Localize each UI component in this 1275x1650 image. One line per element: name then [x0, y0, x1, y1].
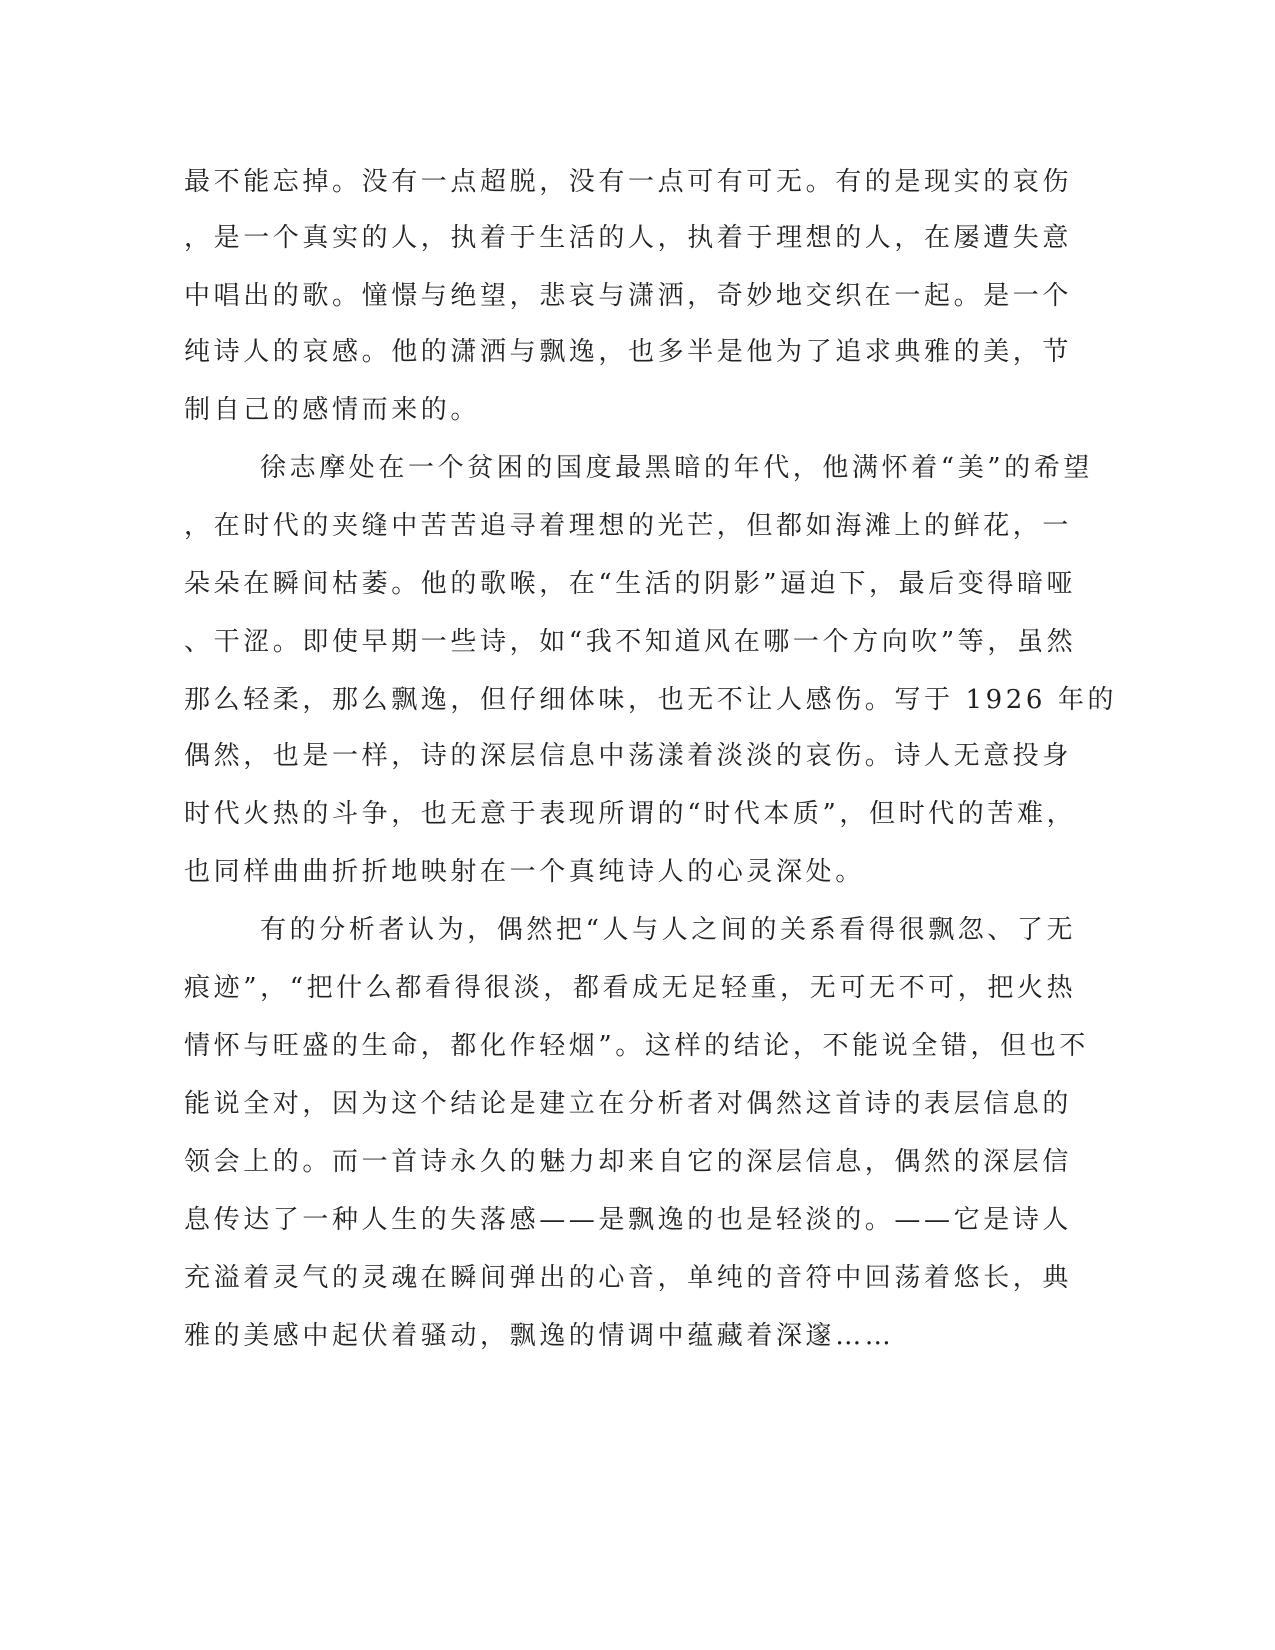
text-line: 中唱出的歌。憧憬与绝望，悲哀与潇洒，奇妙地交织在一起。是一个 [184, 281, 1073, 311]
text-line: 息传达了一种人生的失落感——是飘逸的也是轻淡的。——它是诗人 [184, 1205, 1073, 1235]
text-line: 纯诗人的哀感。他的潇洒与飘逸，也多半是他为了追求典雅的美，节 [184, 337, 1073, 367]
text-line: 能说全对，因为这个结论是建立在分析者对偶然这首诗的表层信息的 [184, 1089, 1073, 1119]
text-line: 情怀与旺盛的生命，都化作轻烟”。这样的结论，不能说全错，但也不 [184, 1031, 1089, 1061]
text-line: 时代火热的斗争，也无意于表现所谓的“时代本质”，但时代的苦难， [184, 799, 1077, 829]
text-line: 痕迹”，“把什么都看得很淡，都看成无足轻重，无可无不可，把火热 [184, 973, 1077, 1003]
text-line: ，在时代的夹缝中苦苦追寻着理想的光芒，但都如海滩上的鲜花，一 [184, 511, 1073, 541]
text-line: 朵朵在瞬间枯萎。他的歌喉，在“生活的阴影”逼迫下，最后变得暗哑 [184, 569, 1077, 599]
text-line: 最不能忘掉。没有一点超脱，没有一点可有可无。有的是现实的哀伤 [184, 167, 1073, 197]
text-line: 那么轻柔，那么飘逸，但仔细体味，也无不让人感伤。写于 1926 年的 [184, 685, 1118, 715]
text-line: 雅的美感中起伏着骚动，飘逸的情调中蕴藏着深邃…… [184, 1321, 895, 1351]
text-line: ，是一个真实的人，执着于生活的人，执着于理想的人，在屡遭失意 [184, 223, 1073, 253]
text-line: 也同样曲曲折折地映射在一个真纯诗人的心灵深处。 [184, 857, 865, 887]
paragraph-first-line: 徐志摩处在一个贫困的国度最黑暗的年代，他满怀着“美”的希望 [260, 453, 1093, 483]
paragraph-first-line: 有的分析者认为，偶然把“人与人之间的关系看得很飘忽、了无 [260, 915, 1077, 945]
text-line: 领会上的。而一首诗永久的魅力却来自它的深层信息，偶然的深层信 [184, 1147, 1073, 1177]
text-line: 、干涩。即使早期一些诗，如“我不知道风在哪一个方向吹”等，虽然 [184, 627, 1077, 657]
text-line: 偶然，也是一样，诗的深层信息中荡漾着淡淡的哀伤。诗人无意投身 [184, 741, 1073, 771]
text-line: 制自己的感情而来的。 [184, 395, 481, 425]
text-line: 充溢着灵气的灵魂在瞬间弹出的心音，单纯的音符中回荡着悠长，典 [184, 1263, 1073, 1293]
